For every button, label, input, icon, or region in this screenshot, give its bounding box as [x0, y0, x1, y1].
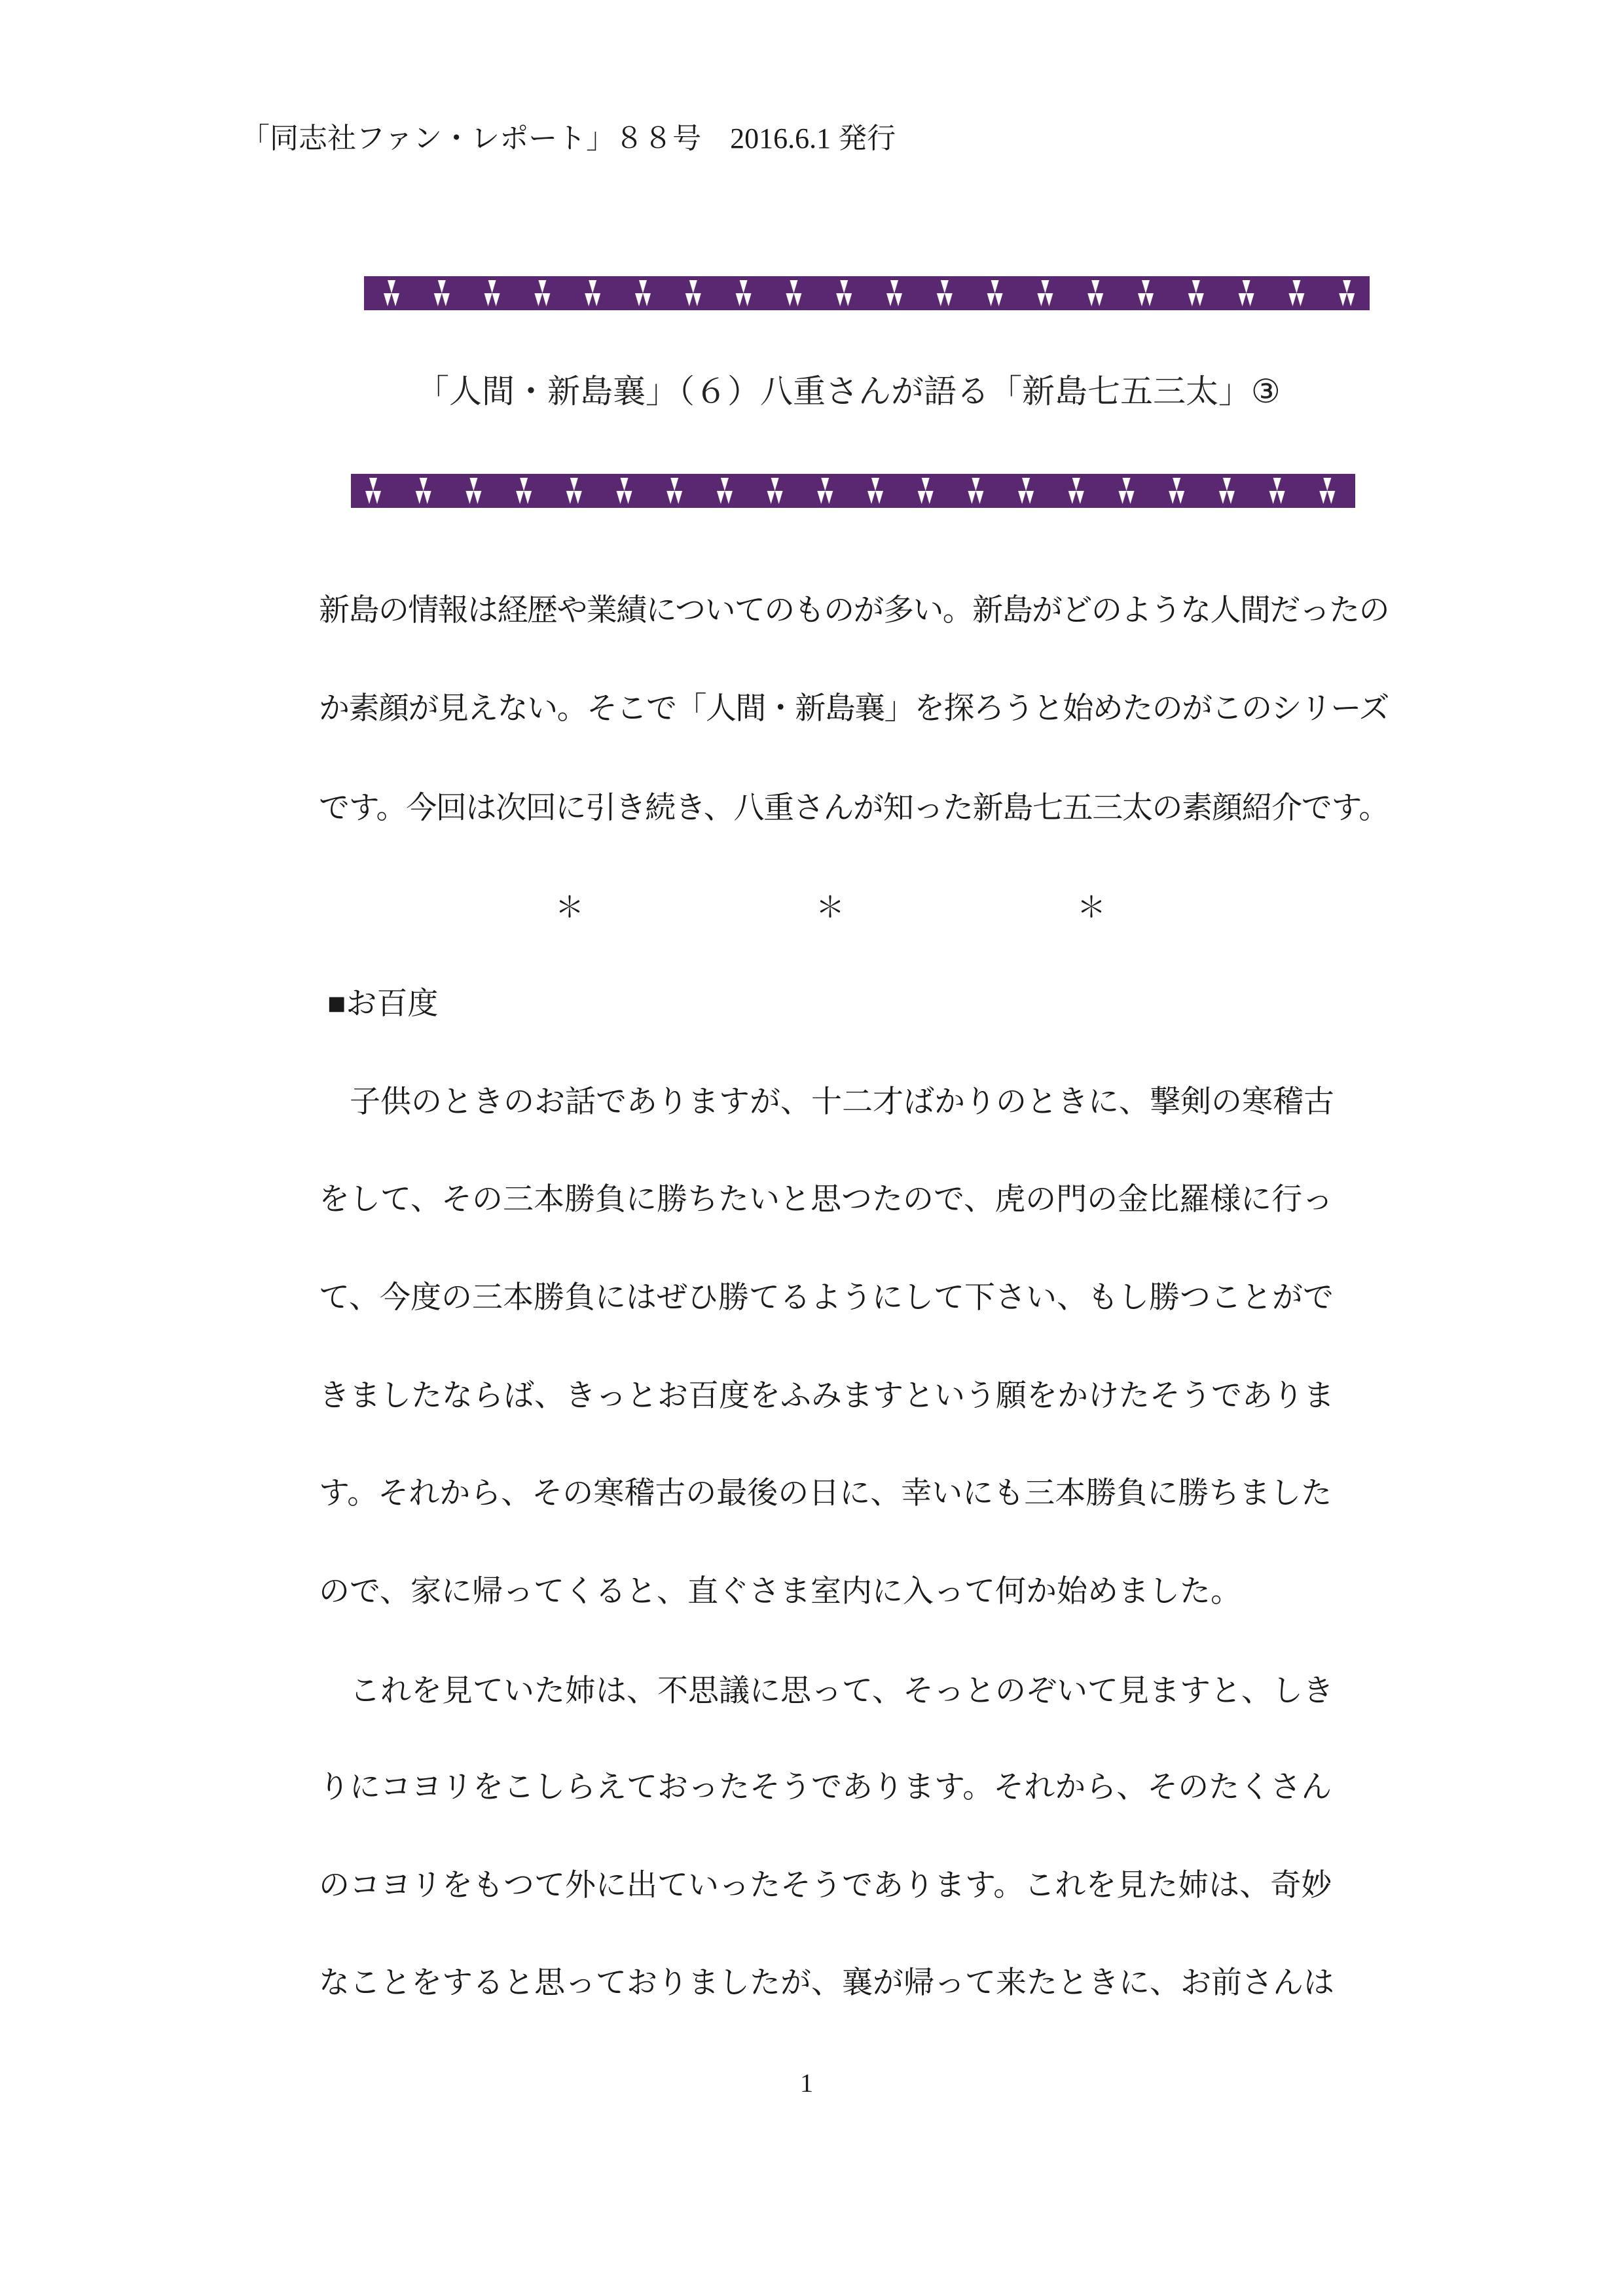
publication-header: 「同志社ファン・レポート」８８号 2016.6.1 発行	[241, 122, 896, 154]
body-line: のコヨリをもつて外に出ていったそうであります。これを見た姉は、奇妙	[319, 1869, 1332, 1903]
article-title: 「人間・新島襄」（６）八重さんが語る「新島七五三太」③	[416, 373, 1281, 410]
separator-asterisk: ＊	[555, 891, 584, 924]
separator-asterisk: ＊	[816, 891, 845, 924]
intro-line: です。今回は次回に引き続き、八重さんが知った新島七五三太の素顔紹介です。	[319, 791, 1389, 825]
body-line: ので、家に帰ってくると、直ぐさま室内に入って何か始めました。	[319, 1575, 1242, 1609]
decorative-band-top	[364, 276, 1370, 310]
body-line: て、今度の三本勝負にはぜひ勝てるようにして下さい、もし勝つことがで	[319, 1281, 1334, 1315]
body-line: りにコヨリをこしらえておったそうであります。それから、そのたくさん	[319, 1770, 1332, 1804]
intro-line: か素顔が見えない。そこで「人間・新島襄」を探ろうと始めたのがこのシリーズ	[319, 692, 1389, 726]
body-line: なことをすると思っておりましたが、襄が帰って来たときに、お前さんは	[319, 1966, 1334, 2000]
body-line: をして、その三本勝負に勝ちたいと思つたので、虎の門の金比羅様に行っ	[319, 1183, 1334, 1217]
section-heading: ■お百度	[327, 987, 439, 1021]
triangle-pattern-icon	[364, 276, 1370, 310]
page-number: 1	[800, 2068, 813, 2098]
body-line: す。それから、その寒稽古の最後の日に、幸いにも三本勝負に勝ちました	[319, 1477, 1332, 1511]
separator-asterisk: ＊	[1077, 891, 1106, 924]
body-line: 子供のときのお話でありますが、十二才ばかりのときに、撃剣の寒稽古	[319, 1085, 1334, 1119]
body-line: これを見ていた姉は、不思議に思って、そっとのぞいて見ますと、しき	[319, 1674, 1334, 1708]
body-line: きましたならば、きっとお百度をふみますという願をかけたそうでありま	[319, 1379, 1334, 1413]
triangle-pattern-icon	[351, 474, 1355, 508]
decorative-band-bottom	[351, 474, 1355, 508]
intro-line: 新島の情報は経歴や業績についてのものが多い。新島がどのような人間だったの	[319, 594, 1389, 628]
